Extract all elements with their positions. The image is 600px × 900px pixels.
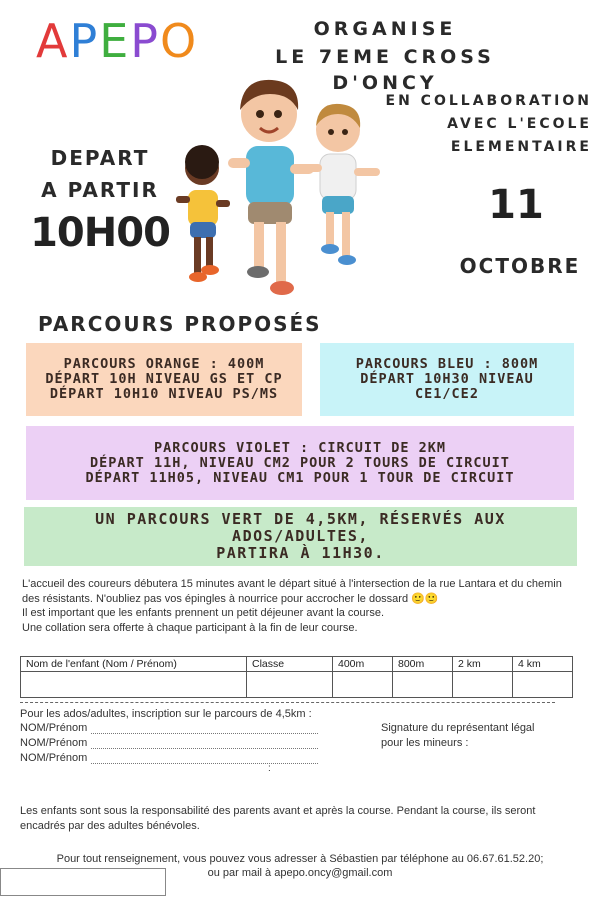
event-day: 11: [488, 182, 544, 228]
table-row: [21, 672, 573, 698]
collab-line: EN COLLABORATION: [385, 93, 592, 109]
apepo-logo: [36, 14, 199, 68]
colon-mark: :: [268, 763, 271, 774]
logo-letter: O: [160, 14, 199, 68]
event-month: OCTOBRE: [459, 254, 581, 278]
kid-right-figure: [302, 104, 380, 265]
table-header: 800m: [393, 657, 453, 672]
table-header-row: [21, 657, 573, 672]
logo-letter: P: [130, 14, 161, 68]
nom-prenom-field[interactable]: [20, 722, 318, 734]
signature-line: pour les mineurs :: [381, 737, 469, 749]
info-line: L'accueil des coureurs débutera 15 minutes avant le départ situé à l'intersection de la rue Lantara et du chemin des résistants. N'oubliez pas vos épingles à nourrice pour accrocher le dossard 🙂🙂: [22, 578, 562, 605]
running-kids-illustration: [172, 72, 402, 322]
400m-cell[interactable]: [333, 672, 393, 698]
2km-cell[interactable]: [453, 672, 513, 698]
a-partir-label: A PARTIR: [41, 178, 159, 202]
blank-box: [0, 868, 166, 896]
table-header: Classe: [247, 657, 333, 672]
info-line: Une collation sera offerte à chaque participant à la fin de leur course.: [22, 621, 358, 634]
parcours-green-box: [24, 507, 577, 566]
parcours-blue-box: [320, 343, 574, 416]
logo-letter: E: [99, 14, 131, 68]
signature-line: Signature du représentant légal: [381, 722, 535, 734]
parcours-orange-line: DÉPART 10H NIVEAU GS ET CP: [45, 371, 283, 387]
nom-prenom-field[interactable]: [20, 752, 318, 764]
contact-line: ou par mail à apepo.oncy@gmail.com: [207, 867, 393, 879]
nom-prenom-label: NOM/Prénom: [20, 722, 88, 734]
parcours-orange-line: DÉPART 10H10 NIVEAU PS/MS: [49, 386, 279, 402]
child-name-cell[interactable]: [21, 672, 247, 698]
parcours-title: PARCOURS PROPOSÉS: [38, 312, 322, 336]
parcours-orange-box: [26, 343, 302, 416]
collab-line: AVEC L'ECOLE: [447, 116, 592, 132]
table-header: 4 km: [513, 657, 573, 672]
contact-line: Pour tout renseignement, vous pouvez vous adresser à Sébastien par téléphone au 06.67.61.52.20;: [56, 853, 544, 865]
nom-prenom-field[interactable]: [20, 737, 318, 749]
table-header: 2 km: [453, 657, 513, 672]
800m-cell[interactable]: [393, 672, 453, 698]
parcours-violet-line: PARCOURS VIOLET : CIRCUIT DE 2KM: [153, 439, 447, 456]
parcours-green-line: UN PARCOURS VERT DE 4,5KM, RÉSERVÉS AUX ADOS/ADULTES,: [95, 510, 506, 545]
kid-middle-figure: [228, 80, 314, 295]
responsibility-text: Les enfants sont sous la responsabilité des parents avant et après la course. Pendant la course, ils seront encadrés par des adultes bénévoles.: [20, 805, 536, 832]
parcours-green-line: PARTIRA À 11H30.: [216, 544, 385, 562]
table-header: Nom de l'enfant (Nom / Prénom): [21, 657, 247, 672]
parcours-violet-line: DÉPART 11H, NIVEAU CM2 POUR 2 TOURS DE CIRCUIT: [90, 454, 510, 471]
parcours-violet-line: DÉPART 11H05, NIVEAU CM1 POUR 1 TOUR DE CIRCUIT: [85, 469, 515, 486]
signature-label: [381, 721, 535, 751]
cut-line: [20, 702, 555, 703]
parcours-orange-line: PARCOURS ORANGE : 400M: [63, 356, 265, 372]
4km-cell[interactable]: [513, 672, 573, 698]
logo-letter: P: [69, 14, 100, 68]
class-cell[interactable]: [247, 672, 333, 698]
nom-prenom-label: NOM/Prénom: [20, 752, 88, 764]
table-header: 400m: [333, 657, 393, 672]
collab-line: ELEMENTAIRE: [450, 139, 592, 155]
registration-table: [20, 656, 573, 698]
parcours-blue-line: PARCOURS BLEU : 800M: [355, 356, 539, 372]
organise-text: ORGANISE: [313, 18, 457, 40]
nom-prenom-label: NOM/Prénom: [20, 737, 88, 749]
depart-label: DEPART: [50, 146, 150, 170]
nom-prenom-line[interactable]: [91, 740, 318, 749]
kid-left-figure: [176, 145, 230, 282]
info-line: Il est important que les enfants prennent un petit déjeuner avant la course.: [22, 607, 385, 619]
parcours-violet-box: [26, 426, 574, 500]
start-time: 10H00: [30, 210, 170, 256]
event-title: LE 7EME CROSS D'ONCY: [275, 46, 495, 94]
ados-intro: Pour les ados/adultes, inscription sur le parcours de 4,5km :: [20, 708, 312, 720]
nom-prenom-line[interactable]: [91, 725, 318, 734]
info-paragraph: [22, 577, 582, 635]
parcours-blue-line: DÉPART 10H30 NIVEAU: [360, 371, 534, 387]
parcours-blue-line: CE1/CE2: [415, 386, 479, 402]
nom-prenom-line[interactable]: [91, 755, 318, 764]
logo-letter: A: [36, 14, 70, 68]
